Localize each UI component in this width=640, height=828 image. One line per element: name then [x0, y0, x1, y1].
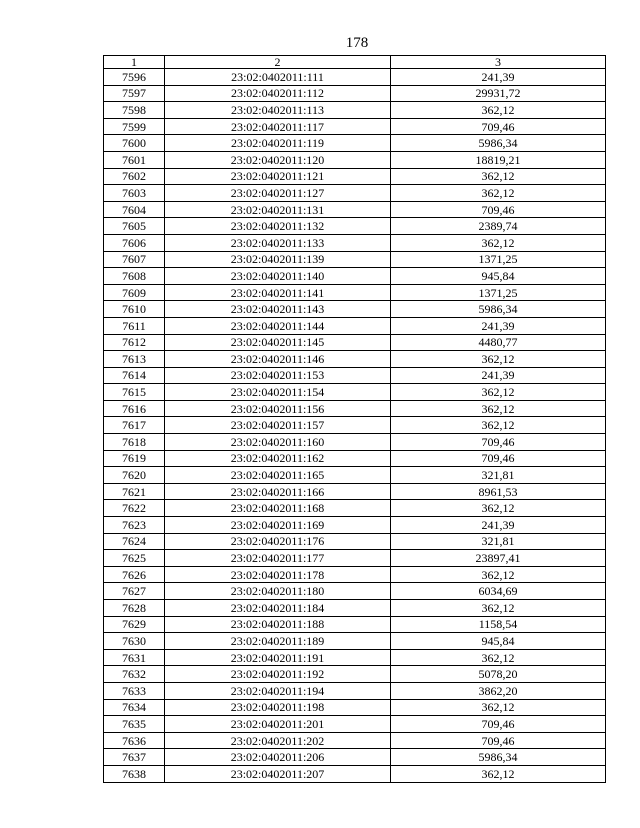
table-row	[104, 649, 606, 666]
cadastral-number-cell: 23:02:0402011:157	[165, 417, 391, 434]
table-row	[104, 749, 606, 766]
table-row	[104, 600, 606, 617]
cadastral-number-cell: 23:02:0402011:153	[165, 367, 391, 384]
value-cell: 8961,53	[391, 483, 606, 500]
table-row	[104, 566, 606, 583]
cadastral-number-cell: 23:02:0402011:119	[165, 135, 391, 152]
row-number-cell: 7628	[104, 600, 165, 617]
value-cell: 4480,77	[391, 334, 606, 351]
table-row	[104, 467, 606, 484]
cadastral-number-cell: 23:02:0402011:140	[165, 268, 391, 285]
cadastral-number-cell: 23:02:0402011:176	[165, 533, 391, 550]
table-row	[104, 699, 606, 716]
value-cell: 1158,54	[391, 616, 606, 633]
table-row	[104, 616, 606, 633]
value-cell: 362,12	[391, 649, 606, 666]
value-cell: 241,39	[391, 367, 606, 384]
table-row	[104, 633, 606, 650]
table-row	[104, 732, 606, 749]
cadastral-number-cell: 23:02:0402011:131	[165, 201, 391, 218]
value-cell: 5986,34	[391, 301, 606, 318]
value-cell: 362,12	[391, 185, 606, 202]
cadastral-number-cell: 23:02:0402011:191	[165, 649, 391, 666]
table-row	[104, 351, 606, 368]
value-cell: 241,39	[391, 517, 606, 534]
value-cell: 5986,34	[391, 135, 606, 152]
table-row	[104, 168, 606, 185]
row-number-cell: 7629	[104, 616, 165, 633]
table-row	[104, 185, 606, 202]
table-row	[104, 234, 606, 251]
table-body	[104, 69, 606, 783]
table-row	[104, 500, 606, 517]
cadastral-number-cell: 23:02:0402011:117	[165, 118, 391, 135]
row-number-cell: 7607	[104, 251, 165, 268]
cadastral-number-cell: 23:02:0402011:154	[165, 384, 391, 401]
row-number-cell: 7612	[104, 334, 165, 351]
value-cell: 5986,34	[391, 749, 606, 766]
table-row	[104, 251, 606, 268]
row-number-cell: 7633	[104, 682, 165, 699]
table-row	[104, 218, 606, 235]
value-cell: 362,12	[391, 400, 606, 417]
cadastral-number-cell: 23:02:0402011:184	[165, 600, 391, 617]
value-cell: 945,84	[391, 268, 606, 285]
row-number-cell: 7610	[104, 301, 165, 318]
table-row	[104, 301, 606, 318]
cadastral-number-cell: 23:02:0402011:198	[165, 699, 391, 716]
table-row	[104, 483, 606, 500]
row-number-cell: 7598	[104, 102, 165, 119]
row-number-cell: 7608	[104, 268, 165, 285]
cadastral-number-cell: 23:02:0402011:111	[165, 69, 391, 86]
cadastral-number-cell: 23:02:0402011:127	[165, 185, 391, 202]
cadastral-number-cell: 23:02:0402011:207	[165, 765, 391, 782]
table-row	[104, 69, 606, 86]
row-number-cell: 7613	[104, 351, 165, 368]
table-row	[104, 533, 606, 550]
row-number-cell: 7619	[104, 450, 165, 467]
value-cell: 362,12	[391, 384, 606, 401]
cadastral-number-cell: 23:02:0402011:162	[165, 450, 391, 467]
cadastral-number-cell: 23:02:0402011:189	[165, 633, 391, 650]
column-header-3: 3	[391, 56, 606, 69]
row-number-cell: 7625	[104, 550, 165, 567]
table-row	[104, 284, 606, 301]
row-number-cell: 7624	[104, 533, 165, 550]
row-number-cell: 7630	[104, 633, 165, 650]
cadastral-number-cell: 23:02:0402011:139	[165, 251, 391, 268]
row-number-cell: 7596	[104, 69, 165, 86]
cadastral-number-cell: 23:02:0402011:201	[165, 716, 391, 733]
value-cell: 709,46	[391, 118, 606, 135]
value-cell: 321,81	[391, 467, 606, 484]
table-row	[104, 118, 606, 135]
cadastral-number-cell: 23:02:0402011:160	[165, 434, 391, 451]
table-row	[104, 367, 606, 384]
row-number-cell: 7627	[104, 583, 165, 600]
row-number-cell: 7597	[104, 85, 165, 102]
row-number-cell: 7626	[104, 566, 165, 583]
row-number-cell: 7621	[104, 483, 165, 500]
column-header-2: 2	[165, 56, 391, 69]
value-cell: 241,39	[391, 317, 606, 334]
value-cell: 6034,69	[391, 583, 606, 600]
row-number-cell: 7622	[104, 500, 165, 517]
table-row	[104, 201, 606, 218]
table-row	[104, 550, 606, 567]
value-cell: 1371,25	[391, 251, 606, 268]
value-cell: 362,12	[391, 417, 606, 434]
cadastral-number-cell: 23:02:0402011:113	[165, 102, 391, 119]
table-row	[104, 334, 606, 351]
cadastral-number-cell: 23:02:0402011:112	[165, 85, 391, 102]
row-number-cell: 7615	[104, 384, 165, 401]
row-number-cell: 7614	[104, 367, 165, 384]
table-row	[104, 583, 606, 600]
row-number-cell: 7617	[104, 417, 165, 434]
row-number-cell: 7604	[104, 201, 165, 218]
row-number-cell: 7631	[104, 649, 165, 666]
table-row	[104, 135, 606, 152]
table-row	[104, 151, 606, 168]
table-row	[104, 765, 606, 782]
cadastral-number-cell: 23:02:0402011:206	[165, 749, 391, 766]
cadastral-number-cell: 23:02:0402011:133	[165, 234, 391, 251]
row-number-cell: 7632	[104, 666, 165, 683]
value-cell: 3862,20	[391, 682, 606, 699]
value-cell: 241,39	[391, 69, 606, 86]
table-row	[104, 400, 606, 417]
table-header	[104, 56, 606, 69]
cadastral-number-cell: 23:02:0402011:121	[165, 168, 391, 185]
cadastral-number-cell: 23:02:0402011:177	[165, 550, 391, 567]
row-number-cell: 7635	[104, 716, 165, 733]
cadastral-number-cell: 23:02:0402011:178	[165, 566, 391, 583]
value-cell: 709,46	[391, 434, 606, 451]
table-row	[104, 450, 606, 467]
row-number-cell: 7603	[104, 185, 165, 202]
value-cell: 709,46	[391, 201, 606, 218]
row-number-cell: 7616	[104, 400, 165, 417]
row-number-cell: 7609	[104, 284, 165, 301]
cadastral-number-cell: 23:02:0402011:166	[165, 483, 391, 500]
page-number: 178	[345, 35, 369, 51]
value-cell: 321,81	[391, 533, 606, 550]
row-number-cell: 7634	[104, 699, 165, 716]
value-cell: 362,12	[391, 500, 606, 517]
column-header-1: 1	[104, 56, 165, 69]
row-number-cell: 7623	[104, 517, 165, 534]
cadastral-number-cell: 23:02:0402011:146	[165, 351, 391, 368]
value-cell: 362,12	[391, 600, 606, 617]
value-cell: 362,12	[391, 699, 606, 716]
table-row	[104, 434, 606, 451]
table-row	[104, 517, 606, 534]
row-number-cell: 7637	[104, 749, 165, 766]
row-number-cell: 7636	[104, 732, 165, 749]
cadastral-number-cell: 23:02:0402011:132	[165, 218, 391, 235]
cadastral-number-cell: 23:02:0402011:180	[165, 583, 391, 600]
row-number-cell: 7605	[104, 218, 165, 235]
value-cell: 5078,20	[391, 666, 606, 683]
value-cell: 945,84	[391, 633, 606, 650]
row-number-cell: 7620	[104, 467, 165, 484]
cadastral-number-cell: 23:02:0402011:194	[165, 682, 391, 699]
table-row	[104, 716, 606, 733]
value-cell: 23897,41	[391, 550, 606, 567]
table-row	[104, 384, 606, 401]
value-cell: 362,12	[391, 168, 606, 185]
value-cell: 709,46	[391, 732, 606, 749]
row-number-cell: 7599	[104, 118, 165, 135]
value-cell: 362,12	[391, 566, 606, 583]
parcel-table	[103, 55, 606, 783]
cadastral-number-cell: 23:02:0402011:192	[165, 666, 391, 683]
table-row	[104, 268, 606, 285]
header-row	[104, 56, 606, 69]
row-number-cell: 7638	[104, 765, 165, 782]
cadastral-number-cell: 23:02:0402011:168	[165, 500, 391, 517]
value-cell: 1371,25	[391, 284, 606, 301]
cadastral-number-cell: 23:02:0402011:145	[165, 334, 391, 351]
row-number-cell: 7601	[104, 151, 165, 168]
value-cell: 709,46	[391, 450, 606, 467]
row-number-cell: 7606	[104, 234, 165, 251]
value-cell: 362,12	[391, 765, 606, 782]
value-cell: 362,12	[391, 102, 606, 119]
cadastral-number-cell: 23:02:0402011:144	[165, 317, 391, 334]
value-cell: 362,12	[391, 351, 606, 368]
value-cell: 2389,74	[391, 218, 606, 235]
cadastral-number-cell: 23:02:0402011:143	[165, 301, 391, 318]
cadastral-number-cell: 23:02:0402011:120	[165, 151, 391, 168]
value-cell: 362,12	[391, 234, 606, 251]
cadastral-number-cell: 23:02:0402011:202	[165, 732, 391, 749]
value-cell: 29931,72	[391, 85, 606, 102]
cadastral-number-cell: 23:02:0402011:169	[165, 517, 391, 534]
row-number-cell: 7611	[104, 317, 165, 334]
table-row	[104, 85, 606, 102]
cadastral-number-cell: 23:02:0402011:156	[165, 400, 391, 417]
row-number-cell: 7600	[104, 135, 165, 152]
cadastral-number-cell: 23:02:0402011:165	[165, 467, 391, 484]
row-number-cell: 7602	[104, 168, 165, 185]
value-cell: 709,46	[391, 716, 606, 733]
cadastral-number-cell: 23:02:0402011:141	[165, 284, 391, 301]
table-row	[104, 417, 606, 434]
table-row	[104, 666, 606, 683]
row-number-cell: 7618	[104, 434, 165, 451]
value-cell: 18819,21	[391, 151, 606, 168]
table-row	[104, 317, 606, 334]
table-row	[104, 102, 606, 119]
cadastral-number-cell: 23:02:0402011:188	[165, 616, 391, 633]
table-row	[104, 682, 606, 699]
